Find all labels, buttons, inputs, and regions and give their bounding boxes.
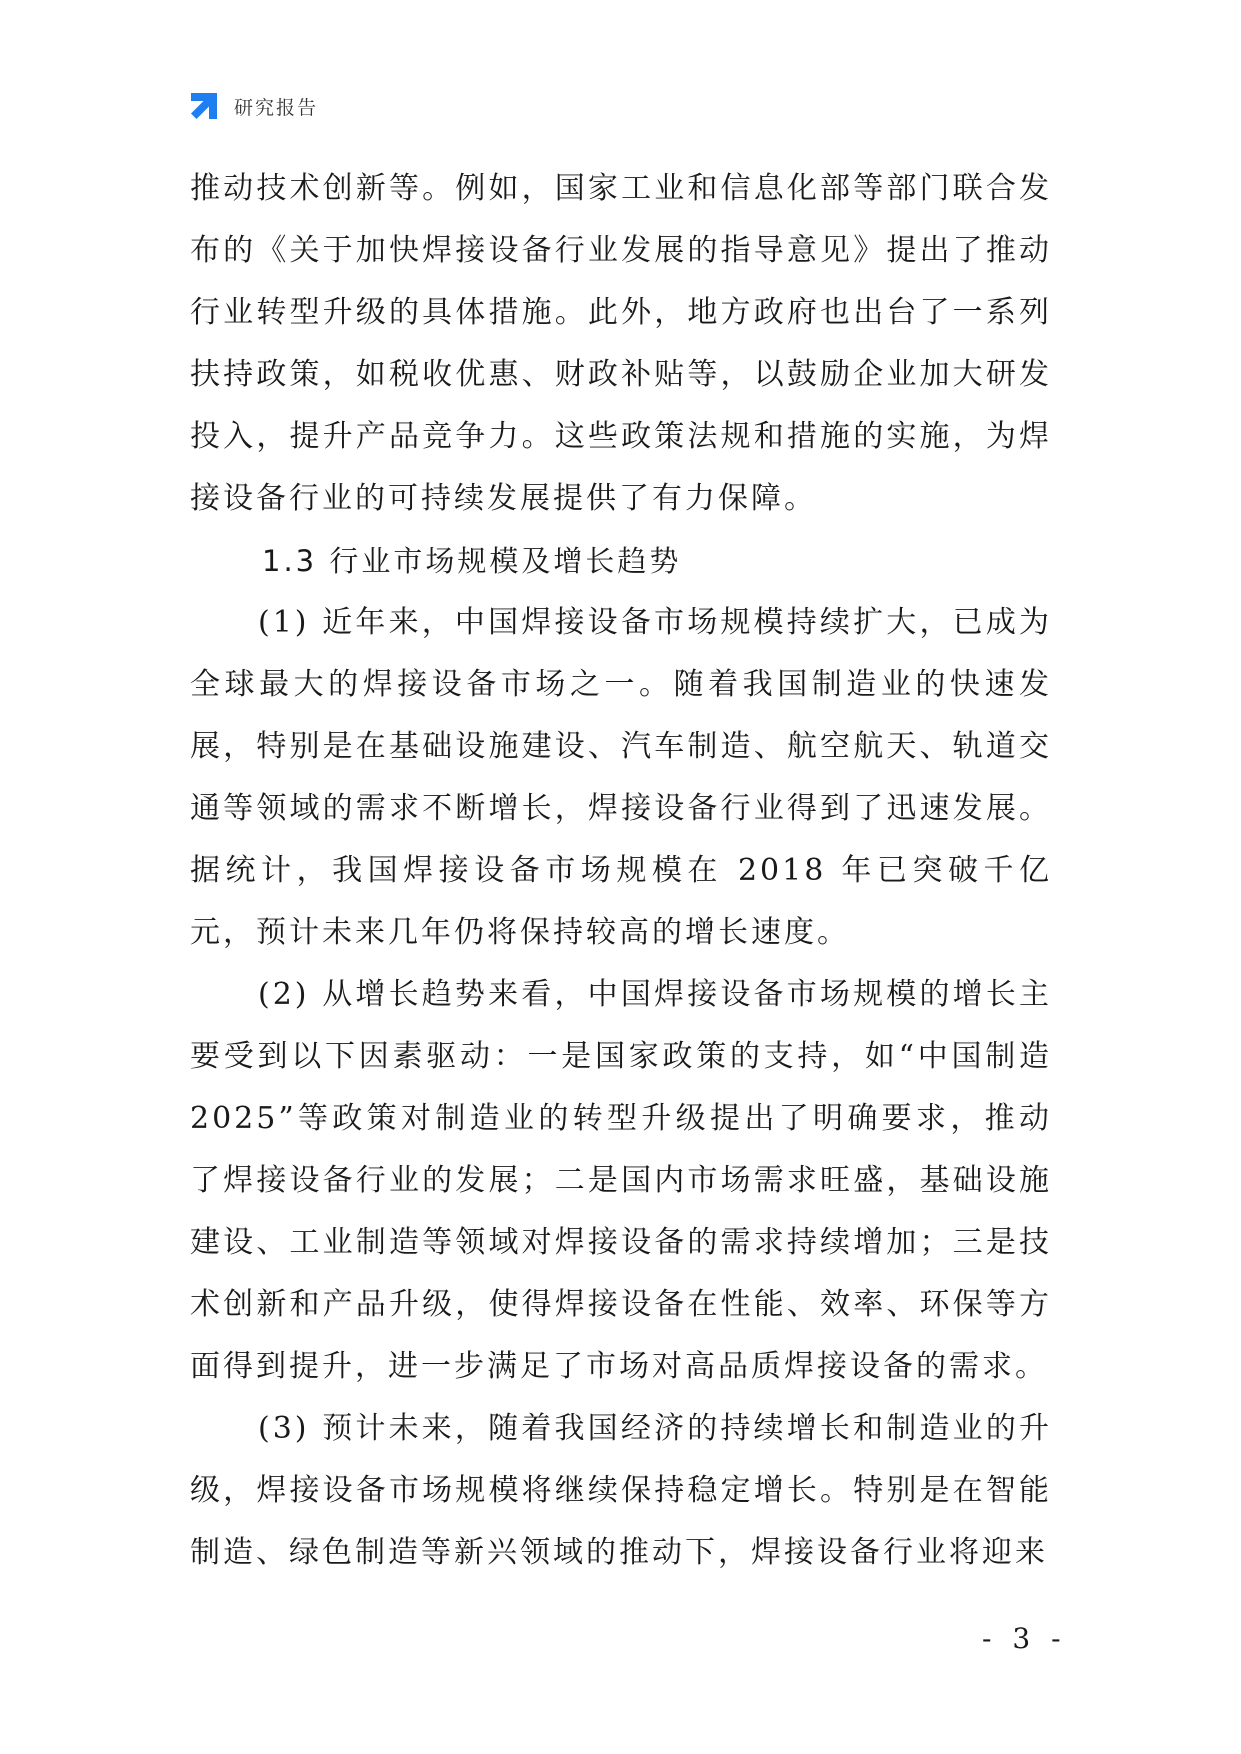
report-header <box>188 88 318 124</box>
arrow-logo-icon <box>188 90 220 122</box>
page-number: - 3 - <box>982 1622 1067 1655</box>
paragraph-market-scale: (1) 近年来，中国焊接设备市场规模持续扩大，已成为全球最大的焊接设备市场之一。随着我国制造业的快速发展，特别是在基础设施建设、汽车制造、航空航天、轨道交通等领域的需求不断增长，焊接设备行业得到了迅速发展。据统计，我国焊接设备市场规模在 2018 年已突破千亿元，预计未来几年仍将保持较高的增长速度。 <box>190 605 1052 950</box>
document-body <box>190 158 1052 1584</box>
header-label: 研究报告 <box>234 96 319 119</box>
paragraph-growth-drivers: (2) 从增长趋势来看，中国焊接设备市场规模的增长主要受到以下因素驱动：一是国家政策的支持，如“中国制造2025”等政策对制造业的转型升级提出了明确要求，推动了焊接设备行业的发展；二是国内市场需求旺盛，基础设施建设、工业制造等领域对焊接设备的需求持续增加；三是技术创新和产品升级，使得焊接设备在性能、效率、环保等方面得到提升，进一步满足了市场对高品质焊接设备的需求。 <box>190 977 1052 1384</box>
paragraph-policy-continuation: 推动技术创新等。例如，国家工业和信息化部等部门联合发布的《关于加快焊接设备行业发展的指导意见》提出了推动行业转型升级的具体措施。此外，地方政府也出台了一系列扶持政策，如税收优惠、财政补贴等，以鼓励企业加大研发投入，提升产品竞争力。这些政策法规和措施的实施，为焊接设备行业的可持续发展提供了有力保障。 <box>190 171 1052 516</box>
paragraph-future-outlook: (3) 预计未来，随着我国经济的持续增长和制造业的升级，焊接设备市场规模将继续保持稳定增长。特别是在智能制造、绿色制造等新兴领域的推动下，焊接设备行业将迎来 <box>190 1411 1052 1570</box>
section-heading: 1.3 行业市场规模及增长趋势 <box>262 544 682 578</box>
